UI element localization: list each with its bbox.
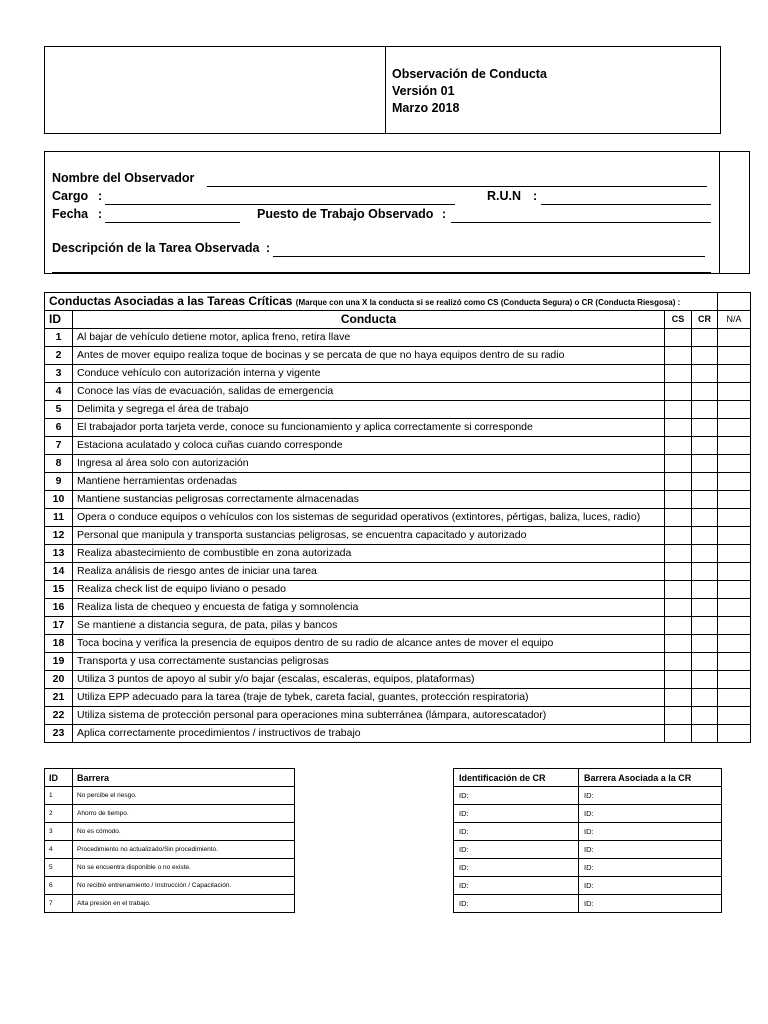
na-checkbox-cell[interactable] xyxy=(718,419,751,437)
cr-row xyxy=(454,823,722,841)
na-checkbox-cell[interactable] xyxy=(718,707,751,725)
cargo-colon: : xyxy=(98,189,103,203)
nombre-field[interactable] xyxy=(207,186,707,187)
fecha-field[interactable] xyxy=(105,222,240,223)
conduct-row xyxy=(45,653,751,671)
na-checkbox-cell[interactable] xyxy=(718,401,751,419)
cs-checkbox-cell[interactable] xyxy=(665,563,692,581)
cr-barrera-cell[interactable]: ID: xyxy=(579,787,722,805)
barrera-row xyxy=(45,787,295,805)
conduct-id: 10 xyxy=(45,491,73,509)
cs-checkbox-cell[interactable] xyxy=(665,437,692,455)
cs-checkbox-cell[interactable] xyxy=(665,473,692,491)
na-checkbox-cell[interactable] xyxy=(718,653,751,671)
conduct-row xyxy=(45,329,751,347)
na-checkbox-cell[interactable] xyxy=(718,725,751,743)
na-checkbox-cell[interactable] xyxy=(718,491,751,509)
barrera-row xyxy=(45,805,295,823)
cr-checkbox-cell[interactable] xyxy=(692,563,718,581)
observer-section-divider xyxy=(719,152,720,273)
cr-checkbox-cell[interactable] xyxy=(692,653,718,671)
conducts-table xyxy=(44,292,751,743)
conduct-row xyxy=(45,563,751,581)
conduct-id: 15 xyxy=(45,581,73,599)
conduct-row xyxy=(45,671,751,689)
cr-checkbox-cell[interactable] xyxy=(692,527,718,545)
conduct-row xyxy=(45,401,751,419)
cs-checkbox-cell[interactable] xyxy=(665,491,692,509)
run-label: R.U.N xyxy=(487,189,522,203)
cr-row xyxy=(454,841,722,859)
na-checkbox-cell[interactable] xyxy=(718,437,751,455)
conduct-text: Ingresa al área solo con autorización xyxy=(73,455,665,473)
barrera-text: No es cómodo. xyxy=(73,823,295,841)
nombre-label: Nombre del Observador xyxy=(52,171,195,185)
na-checkbox-cell[interactable] xyxy=(718,509,751,527)
conducts-caption-title: Conductas Asociadas a las Tareas Críticas xyxy=(49,293,293,308)
na-checkbox-cell[interactable] xyxy=(718,455,751,473)
doc-date: Marzo 2018 xyxy=(392,101,460,115)
cr-checkbox-cell[interactable] xyxy=(692,581,718,599)
conduct-text: Realiza abastecimiento de combustible en zona autorizada xyxy=(73,545,665,563)
na-checkbox-cell[interactable] xyxy=(718,383,751,401)
doc-version: Versión 01 xyxy=(392,84,455,98)
conduct-row xyxy=(45,455,751,473)
conducts-caption-note: (Marque con una X la conducta si se realizó como CS (Conducta Segura) o CR (Conducta Riesgosa) : xyxy=(295,297,681,307)
barrera-text: Alta presión en el trabajo. xyxy=(73,895,295,913)
conduct-id: 9 xyxy=(45,473,73,491)
conduct-id: 12 xyxy=(45,527,73,545)
conduct-text: Realiza lista de chequeo y encuesta de fatiga y somnolencia xyxy=(73,599,665,617)
fecha-colon: : xyxy=(98,207,103,221)
conduct-row xyxy=(45,419,751,437)
fecha-label: Fecha xyxy=(52,207,89,221)
cr-checkbox-cell[interactable] xyxy=(692,383,718,401)
cr-checkbox-cell[interactable] xyxy=(692,455,718,473)
barrera-row xyxy=(45,895,295,913)
descripcion-colon: : xyxy=(266,241,271,255)
cs-checkbox-cell[interactable] xyxy=(665,671,692,689)
cs-checkbox-cell[interactable] xyxy=(665,599,692,617)
conduct-text: Utiliza sistema de protección personal para operaciones mina subterránea (lámpara, autorescatador) xyxy=(73,707,665,725)
cs-checkbox-cell[interactable] xyxy=(665,383,692,401)
na-checkbox-cell[interactable] xyxy=(718,689,751,707)
barrera-text: Ahorro de tiempo. xyxy=(73,805,295,823)
cr-checkbox-cell[interactable] xyxy=(692,635,718,653)
doc-title: Observación de Conducta xyxy=(392,67,547,81)
barrera-id: 4 xyxy=(45,841,73,859)
conduct-text: Al bajar de vehículo detiene motor, aplica freno, retira llave xyxy=(73,329,665,347)
cr-ident-cell[interactable]: ID: xyxy=(454,895,579,913)
cs-checkbox-cell[interactable] xyxy=(665,689,692,707)
barrera-id: 2 xyxy=(45,805,73,823)
cr-row xyxy=(454,895,722,913)
conduct-row xyxy=(45,509,751,527)
puesto-colon: : xyxy=(442,207,447,221)
na-checkbox-cell[interactable] xyxy=(718,365,751,383)
cr-checkbox-cell[interactable] xyxy=(692,599,718,617)
conduct-row xyxy=(45,689,751,707)
cr-col-barrera: Barrera Asociada a la CR xyxy=(579,769,722,787)
cr-header-row xyxy=(454,769,722,787)
barrera-id: 6 xyxy=(45,877,73,895)
conduct-id: 5 xyxy=(45,401,73,419)
conduct-text: Realiza análisis de riesgo antes de iniciar una tarea xyxy=(73,563,665,581)
conduct-id: 20 xyxy=(45,671,73,689)
conduct-row xyxy=(45,491,751,509)
na-checkbox-cell[interactable] xyxy=(718,347,751,365)
cr-checkbox-cell[interactable] xyxy=(692,473,718,491)
conduct-id: 1 xyxy=(45,329,73,347)
cs-checkbox-cell[interactable] xyxy=(665,365,692,383)
cr-checkbox-cell[interactable] xyxy=(692,329,718,347)
conduct-row xyxy=(45,725,751,743)
cr-barrera-cell[interactable]: ID: xyxy=(579,823,722,841)
cr-ident-cell[interactable]: ID: xyxy=(454,877,579,895)
barrera-row xyxy=(45,877,295,895)
conduct-id: 17 xyxy=(45,617,73,635)
cr-checkbox-cell[interactable] xyxy=(692,707,718,725)
cr-ident-cell[interactable]: ID: xyxy=(454,841,579,859)
observer-section xyxy=(44,151,750,274)
cs-checkbox-cell[interactable] xyxy=(665,329,692,347)
cr-checkbox-cell[interactable] xyxy=(692,347,718,365)
cr-barrera-cell[interactable]: ID: xyxy=(579,841,722,859)
cs-checkbox-cell[interactable] xyxy=(665,455,692,473)
conduct-text: Antes de mover equipo realiza toque de bocinas y se percata de que no haya equipos dentro de su radio xyxy=(73,347,665,365)
barrera-row xyxy=(45,823,295,841)
cr-row xyxy=(454,805,722,823)
descripcion-field[interactable] xyxy=(273,256,705,257)
cr-checkbox-cell[interactable] xyxy=(692,365,718,383)
barrera-text: No se encuentra disponible o no existe. xyxy=(73,859,295,877)
conduct-id: 11 xyxy=(45,509,73,527)
conduct-text: Utiliza EPP adecuado para la tarea (traje de tybek, careta facial, guantes, protección respiratoria) xyxy=(73,689,665,707)
conduct-text: Se mantiene a distancia segura, de pata, pilas y bancos xyxy=(73,617,665,635)
cr-checkbox-cell[interactable] xyxy=(692,617,718,635)
cargo-label: Cargo xyxy=(52,189,89,203)
cr-ident-cell[interactable]: ID: xyxy=(454,787,579,805)
conduct-text: Personal que manipula y transporta sustancias peligrosas, se encuentra capacitado y autorizado xyxy=(73,527,665,545)
cs-checkbox-cell[interactable] xyxy=(665,419,692,437)
cr-barrera-cell[interactable]: ID: xyxy=(579,859,722,877)
cr-checkbox-cell[interactable] xyxy=(692,419,718,437)
conducts-caption xyxy=(45,293,718,311)
cr-barrera-cell[interactable]: ID: xyxy=(579,877,722,895)
descripcion-field-line2[interactable] xyxy=(52,272,711,273)
conduct-id: 22 xyxy=(45,707,73,725)
header-divider xyxy=(385,47,386,133)
cs-checkbox-cell[interactable] xyxy=(665,401,692,419)
cs-checkbox-cell[interactable] xyxy=(665,725,692,743)
barrera-id: 1 xyxy=(45,787,73,805)
conduct-id: 8 xyxy=(45,455,73,473)
cs-checkbox-cell[interactable] xyxy=(665,707,692,725)
conduct-row xyxy=(45,581,751,599)
na-checkbox-cell[interactable] xyxy=(718,581,751,599)
conduct-id: 13 xyxy=(45,545,73,563)
barreras-col-id: ID xyxy=(45,769,73,787)
cr-checkbox-cell[interactable] xyxy=(692,725,718,743)
barrera-text: Procedimiento no actualizado/Sin procedimiento. xyxy=(73,841,295,859)
conduct-row xyxy=(45,635,751,653)
conduct-id: 14 xyxy=(45,563,73,581)
na-checkbox-cell[interactable] xyxy=(718,473,751,491)
conduct-id: 7 xyxy=(45,437,73,455)
conduct-text: Conduce vehículo con autorización interna y vigente xyxy=(73,365,665,383)
barrera-id: 3 xyxy=(45,823,73,841)
conduct-id: 16 xyxy=(45,599,73,617)
na-checkbox-cell[interactable] xyxy=(718,527,751,545)
conduct-id: 3 xyxy=(45,365,73,383)
barrera-id: 7 xyxy=(45,895,73,913)
cs-checkbox-cell[interactable] xyxy=(665,635,692,653)
barrera-row xyxy=(45,859,295,877)
cs-checkbox-cell[interactable] xyxy=(665,527,692,545)
cr-barrera-cell[interactable]: ID: xyxy=(579,895,722,913)
run-colon: : xyxy=(533,189,538,203)
cr-checkbox-cell[interactable] xyxy=(692,437,718,455)
col-conducta-header: Conducta xyxy=(73,311,665,329)
cr-row xyxy=(454,877,722,895)
cs-checkbox-cell[interactable] xyxy=(665,581,692,599)
cr-checkbox-cell[interactable] xyxy=(692,401,718,419)
conduct-text: Conoce las vías de evacuación, salidas de emergencia xyxy=(73,383,665,401)
conduct-row xyxy=(45,707,751,725)
barrera-id: 5 xyxy=(45,859,73,877)
conduct-id: 19 xyxy=(45,653,73,671)
conducts-caption-row xyxy=(45,293,751,311)
cr-ident-cell[interactable]: ID: xyxy=(454,823,579,841)
na-checkbox-cell[interactable] xyxy=(718,635,751,653)
cs-checkbox-cell[interactable] xyxy=(665,545,692,563)
cargo-field[interactable] xyxy=(105,204,455,205)
puesto-field[interactable] xyxy=(451,222,711,223)
conduct-text: Delimita y segrega el área de trabajo xyxy=(73,401,665,419)
conduct-id: 2 xyxy=(45,347,73,365)
document-header xyxy=(44,46,721,134)
conduct-id: 6 xyxy=(45,419,73,437)
na-checkbox-cell[interactable] xyxy=(718,617,751,635)
cs-checkbox-cell[interactable] xyxy=(665,347,692,365)
conduct-text: Realiza check list de equipo liviano o pesado xyxy=(73,581,665,599)
conduct-row xyxy=(45,599,751,617)
na-checkbox-cell[interactable] xyxy=(718,329,751,347)
conduct-text: Mantiene sustancias peligrosas correctamente almacenadas xyxy=(73,491,665,509)
barrera-text: No recibió entrenamiento / Instrucción / Capacitación. xyxy=(73,877,295,895)
conduct-row xyxy=(45,365,751,383)
conduct-text: Transporta y usa correctamente sustancias peligrosas xyxy=(73,653,665,671)
cr-checkbox-cell[interactable] xyxy=(692,689,718,707)
conduct-text: El trabajador porta tarjeta verde, conoce su funcionamiento y aplica correctamente si corresponde xyxy=(73,419,665,437)
cs-checkbox-cell[interactable] xyxy=(665,509,692,527)
cr-ident-cell[interactable]: ID: xyxy=(454,805,579,823)
descripcion-label: Descripción de la Tarea Observada xyxy=(52,241,260,255)
conduct-id: 18 xyxy=(45,635,73,653)
conduct-text: Aplica correctamente procedimientos / instructivos de trabajo xyxy=(73,725,665,743)
conduct-id: 23 xyxy=(45,725,73,743)
cr-checkbox-cell[interactable] xyxy=(692,671,718,689)
conduct-row xyxy=(45,527,751,545)
barreras-header-row xyxy=(45,769,295,787)
col-cr-header: CR xyxy=(692,311,718,329)
header-title-block xyxy=(392,66,547,117)
cr-checkbox-cell[interactable] xyxy=(692,509,718,527)
col-id-header: ID xyxy=(45,311,73,329)
conduct-text: Mantiene herramientas ordenadas xyxy=(73,473,665,491)
cr-barrera-cell[interactable]: ID: xyxy=(579,805,722,823)
cr-table xyxy=(453,768,722,913)
conduct-row xyxy=(45,383,751,401)
cr-checkbox-cell[interactable] xyxy=(692,545,718,563)
cr-row xyxy=(454,787,722,805)
col-na-header: N/A xyxy=(718,311,751,329)
na-checkbox-cell[interactable] xyxy=(718,671,751,689)
conduct-row xyxy=(45,437,751,455)
cs-checkbox-cell[interactable] xyxy=(665,653,692,671)
barreras-table xyxy=(44,768,295,913)
conduct-text: Toca bocina y verifica la presencia de equipos dentro de su radio de alcance antes de mover el equipo xyxy=(73,635,665,653)
barrera-row xyxy=(45,841,295,859)
conduct-id: 4 xyxy=(45,383,73,401)
barrera-text: No percibe el riesgo. xyxy=(73,787,295,805)
conducts-header-row xyxy=(45,311,751,329)
conduct-row xyxy=(45,545,751,563)
na-checkbox-cell[interactable] xyxy=(718,563,751,581)
puesto-label: Puesto de Trabajo Observado xyxy=(257,207,434,221)
caption-empty-cell xyxy=(718,293,751,311)
col-cs-header: CS xyxy=(665,311,692,329)
conduct-row xyxy=(45,473,751,491)
cr-ident-cell[interactable]: ID: xyxy=(454,859,579,877)
cr-checkbox-cell[interactable] xyxy=(692,491,718,509)
conduct-text: Opera o conduce equipos o vehículos con los sistemas de seguridad operativos (extintores, pértigas, baliza, luces, radio) xyxy=(73,509,665,527)
conduct-text: Estaciona aculatado y coloca cuñas cuando corresponde xyxy=(73,437,665,455)
cs-checkbox-cell[interactable] xyxy=(665,617,692,635)
cr-row xyxy=(454,859,722,877)
barreras-col-barrera: Barrera xyxy=(73,769,295,787)
conduct-text: Utiliza 3 puntos de apoyo al subir y/o bajar (escalas, escaleras, equipos, plataformas) xyxy=(73,671,665,689)
na-checkbox-cell[interactable] xyxy=(718,599,751,617)
cr-col-ident: Identificación de CR xyxy=(454,769,579,787)
conduct-id: 21 xyxy=(45,689,73,707)
conduct-row xyxy=(45,347,751,365)
conduct-row xyxy=(45,617,751,635)
na-checkbox-cell[interactable] xyxy=(718,545,751,563)
run-field[interactable] xyxy=(541,204,711,205)
